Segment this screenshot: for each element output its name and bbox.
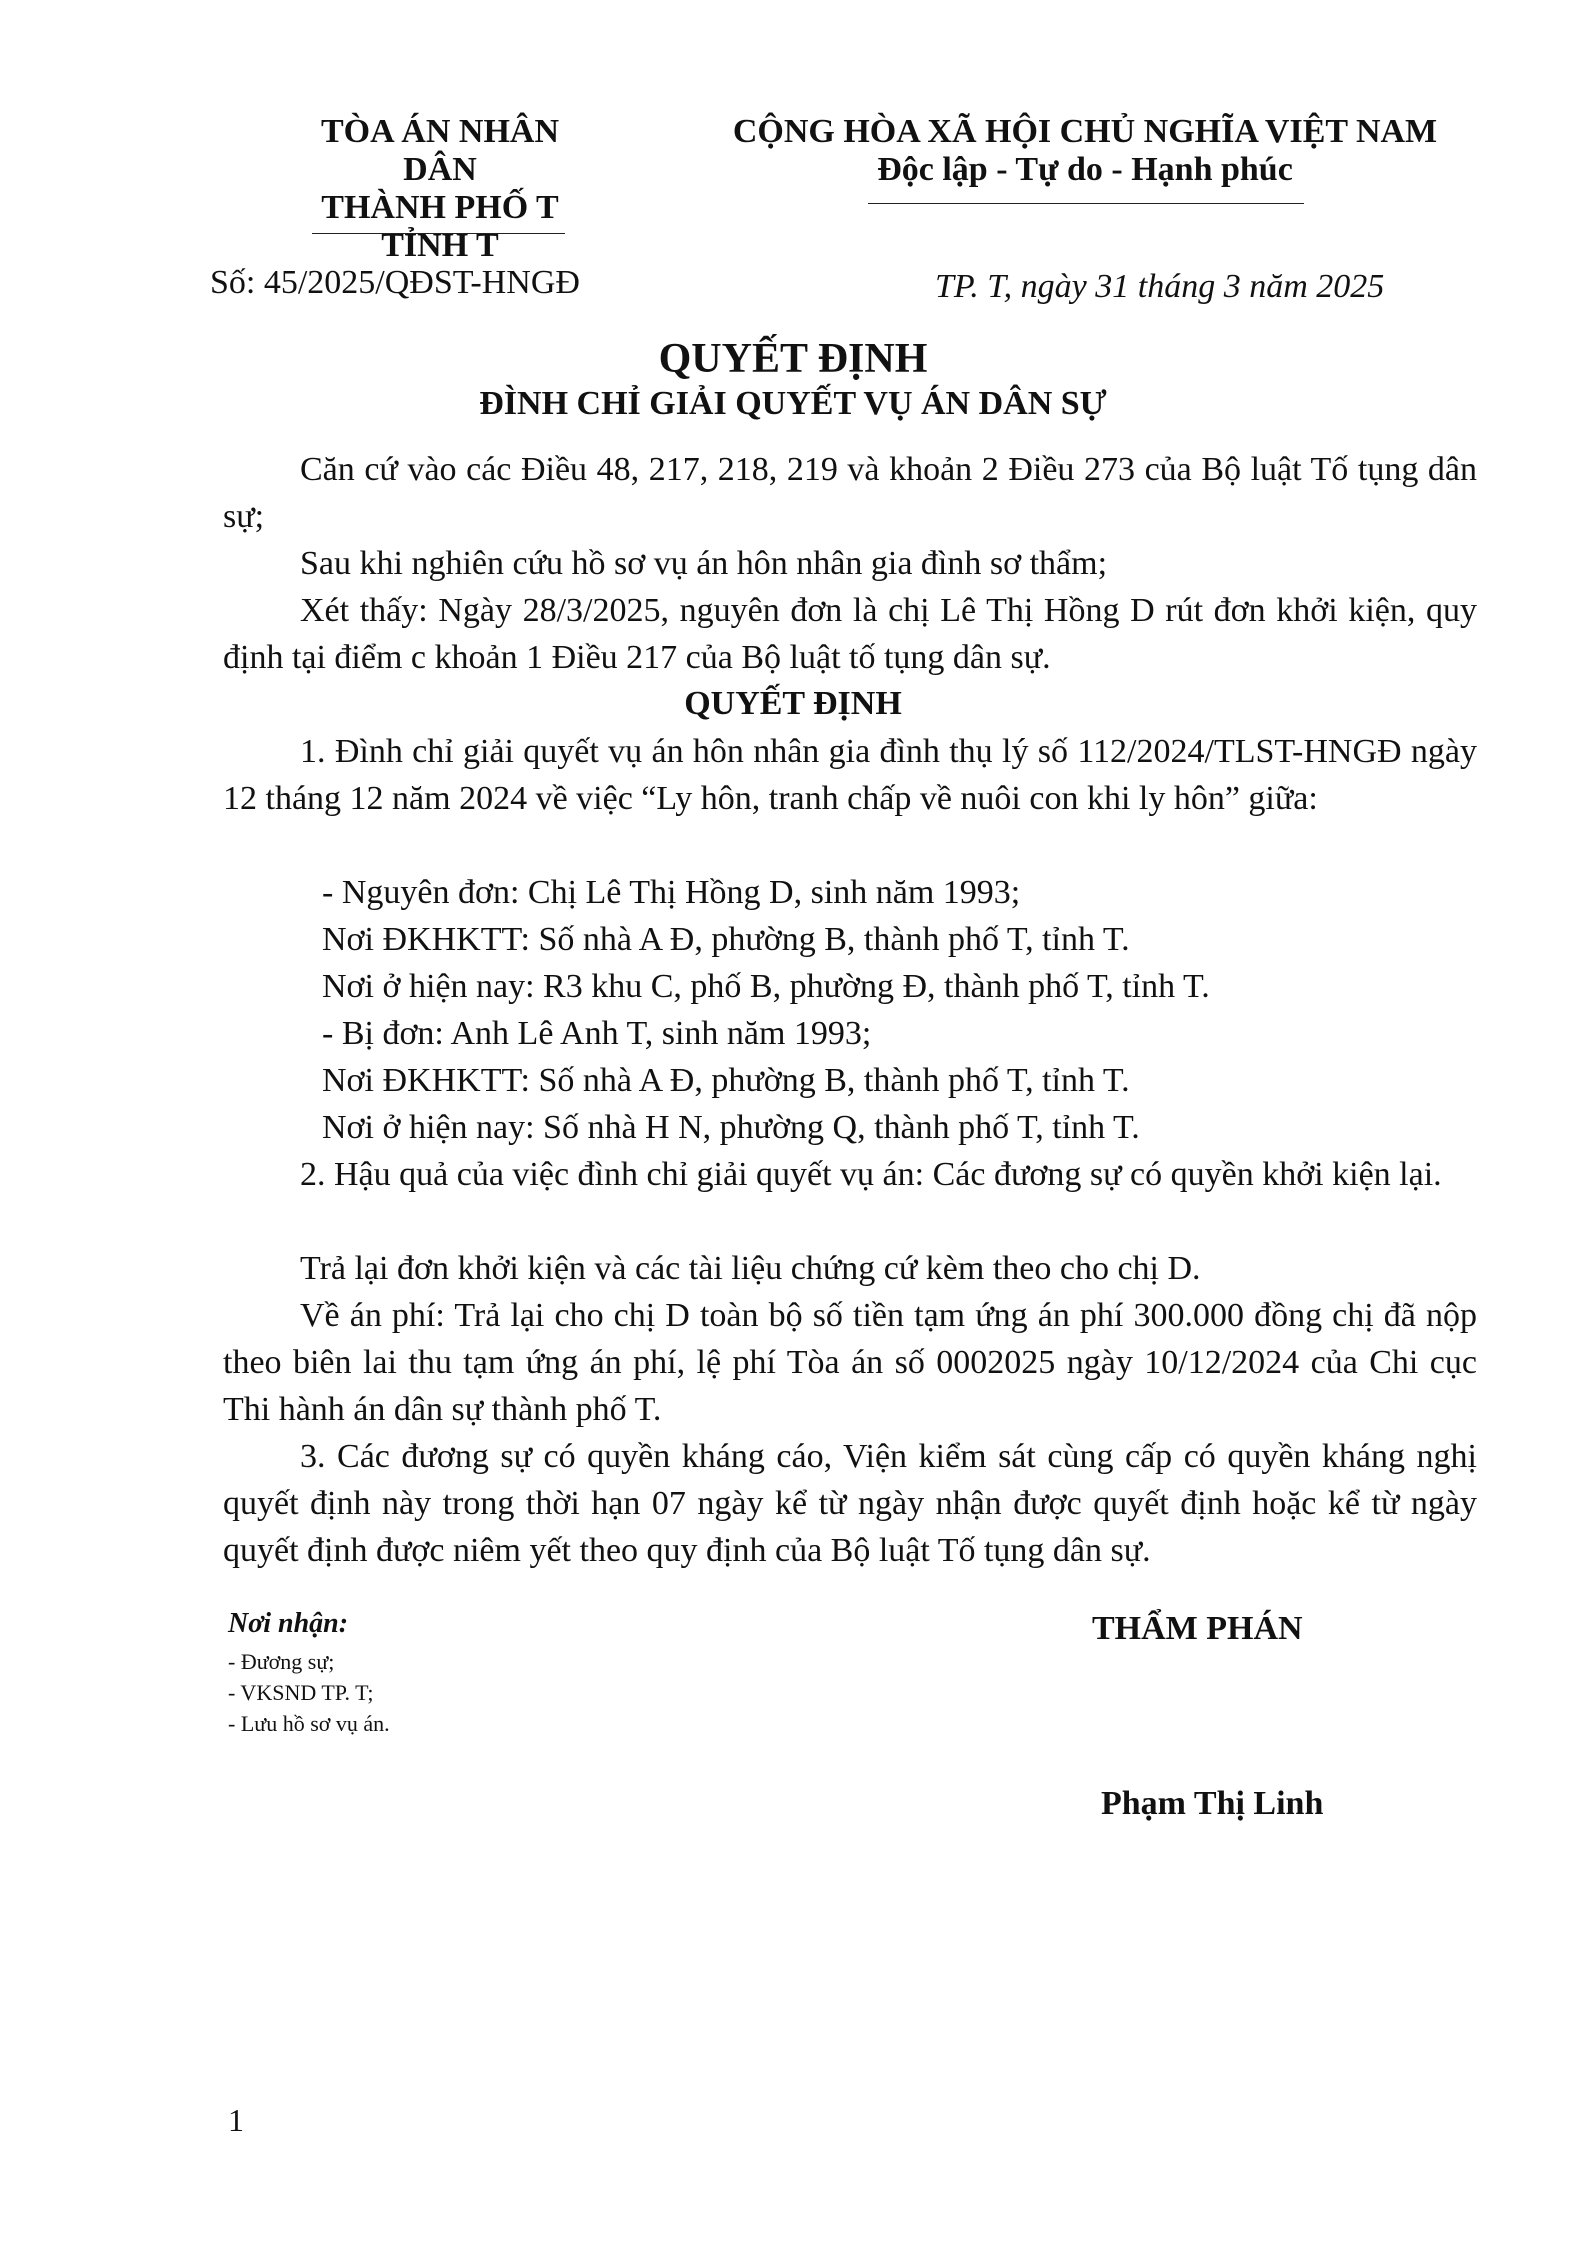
- document-number: Số: 45/2025/QĐST-HNGĐ: [210, 264, 580, 301]
- nation-line-2: Độc lập - Tự do - Hạnh phúc: [877, 151, 1293, 188]
- plaintiff-current-address: Nơi ở hiện nay: R3 khu C, phố B, phường Đ, thành phố T, tỉnh T.: [322, 968, 1210, 1005]
- preamble-legal-basis: Căn cứ vào các Điều 48, 217, 218, 219 và khoản 2 Điều 273 của Bộ luật Tố tụng dân sự;: [223, 451, 1477, 535]
- court-name: [290, 113, 590, 265]
- nation-heading: [690, 113, 1480, 189]
- recipient-item: - Đương sự;: [228, 1649, 335, 1674]
- defendant: - Bị đơn: Anh Lê Anh T, sinh năm 1993;: [322, 1015, 872, 1052]
- court-line-2: THÀNH PHỐ T: [321, 189, 559, 226]
- decision-item-1: 1. Đình chỉ giải quyết vụ án hôn nhân gia đình thụ lý số 112/2024/TLST-HNGĐ ngày 12 tháng 12 năm 2024 về việc “Ly hôn, tranh chấp về nuôi con khi ly hôn” giữa:: [223, 733, 1477, 817]
- recipient-item: - Lưu hồ sơ vụ án.: [228, 1711, 390, 1736]
- decision-heading: QUYẾT ĐỊNH: [684, 685, 902, 722]
- court-line-3: TỈNH T: [381, 227, 499, 264]
- court-fee: Về án phí: Trả lại cho chị D toàn bộ số tiền tạm ứng án phí 300.000 đồng chị đã nộp theo biên lai thu tạm ứng án phí, lệ phí Tòa án số 0002025 ngày 10/12/2024 của Chi cục Thi hành án dân sự thành phố T.: [223, 1297, 1477, 1428]
- plaintiff: - Nguyên đơn: Chị Lê Thị Hồng D, sinh năm 1993;: [322, 874, 1021, 911]
- decision-item-3: 3. Các đương sự có quyền kháng cáo, Viện kiểm sát cùng cấp có quyền kháng nghị quyết định này trong thời hạn 07 ngày kể từ ngày nhận được quyết định hoặc kể từ ngày quyết định được niêm yết theo quy định của Bộ luật Tố tụng dân sự.: [223, 1438, 1477, 1569]
- recipients-title: Nơi nhận:: [228, 1608, 349, 1639]
- defendant-current-address: Nơi ở hiện nay: Số nhà H N, phường Q, thành phố T, tỉnh T.: [322, 1109, 1140, 1146]
- judge-title: THẨM PHÁN: [1092, 1610, 1303, 1647]
- page-number: 1: [228, 2102, 244, 2138]
- plaintiff-registered-address: Nơi ĐKHKTT: Số nhà A Đ, phường B, thành phố T, tỉnh T.: [322, 921, 1130, 958]
- place-date: TP. T, ngày 31 tháng 3 năm 2025: [935, 268, 1385, 305]
- preamble-consideration: Xét thấy: Ngày 28/3/2025, nguyên đơn là chị Lê Thị Hồng D rút đơn khởi kiện, quy định tại điểm c khoản 1 Điều 217 của Bộ luật tố tụng dân sự.: [223, 592, 1477, 676]
- court-line-1: TÒA ÁN NHÂN DÂN: [320, 113, 560, 188]
- court-underline: [312, 233, 565, 234]
- defendant-registered-address: Nơi ĐKHKTT: Số nhà A Đ, phường B, thành phố T, tỉnh T.: [322, 1062, 1130, 1099]
- recipient-item: - VKSND TP. T;: [228, 1680, 374, 1705]
- preamble-review: Sau khi nghiên cứu hồ sơ vụ án hôn nhân gia đình sơ thẩm;: [300, 545, 1108, 582]
- judge-name: Phạm Thị Linh: [1101, 1785, 1324, 1822]
- document-subtitle: ĐÌNH CHỈ GIẢI QUYẾT VỤ ÁN DÂN SỰ: [479, 385, 1107, 422]
- recipients: [228, 1608, 390, 1739]
- document-title: QUYẾT ĐỊNH: [658, 336, 928, 382]
- nation-line-1: CỘNG HÒA XÃ HỘI CHỦ NGHĨA VIỆT NAM: [732, 113, 1438, 150]
- motto-underline: [868, 203, 1304, 204]
- decision-item-2: 2. Hậu quả của việc đình chỉ giải quyết vụ án: Các đương sự có quyền khởi kiện lại.: [300, 1156, 1442, 1193]
- return-documents: Trả lại đơn khởi kiện và các tài liệu chứng cứ kèm theo cho chị D.: [300, 1250, 1201, 1287]
